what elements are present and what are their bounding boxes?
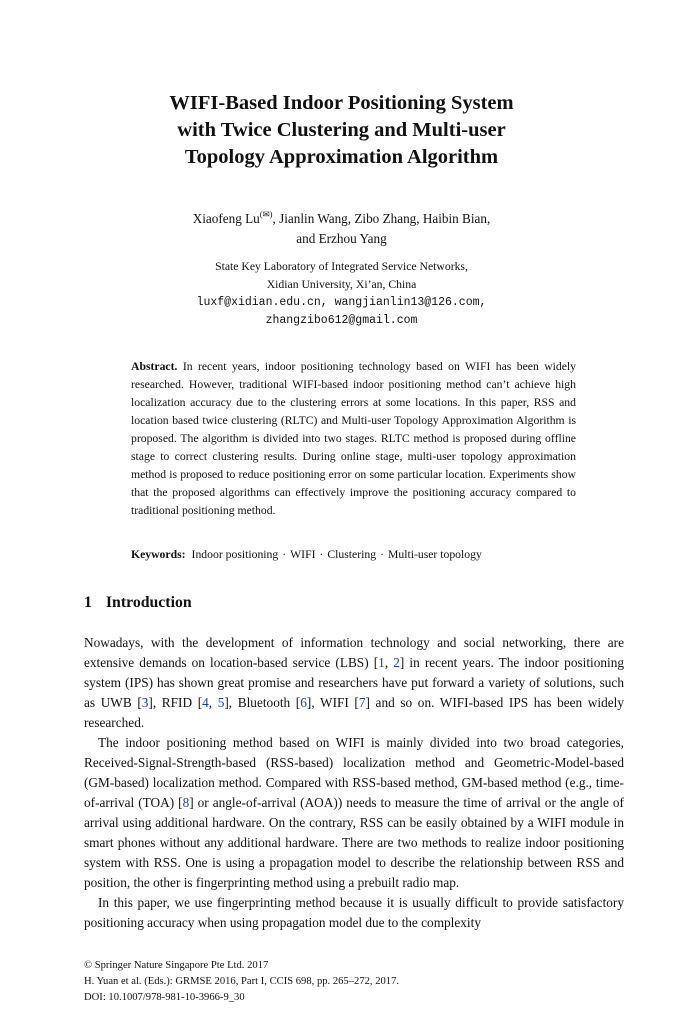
text-run: , <box>384 655 394 670</box>
paragraph: In this paper, we use fingerprinting method because it is usually difficult to provide satisfactory positioning accuracy when using propagation model due to the complexity <box>84 895 624 930</box>
footer-line: © Springer Nature Singapore Pte Ltd. 2017 <box>84 960 269 971</box>
title-line: WIFI-Based Indoor Positioning System <box>169 92 514 114</box>
author-list <box>0 204 683 249</box>
author-line <box>0 204 683 229</box>
email-line[interactable]: luxf@xidian.edu.cn, wangjianlin13@126.com, <box>196 296 487 309</box>
citation-link[interactable]: 2 <box>393 655 400 670</box>
text-run: ], Bluetooth [ <box>224 695 301 710</box>
keywords-label: Keywords: <box>131 548 186 561</box>
author-first: Xiaofeng Lu <box>192 211 260 226</box>
paragraph <box>84 733 624 893</box>
affiliation <box>0 258 683 330</box>
text-run: , <box>208 695 218 710</box>
title-line: Topology Approximation Algorithm <box>184 146 499 168</box>
abstract-text: In recent years, indoor positioning technology based on WIFI has been widely researched. However, traditional WIFI-based indoor positioning method can’t achieve high localization accuracy due to the clustering errors at some locations. In this paper, RSS and location based twice clustering (RLTC) and Multi-user Topology Approximation Algorithm is proposed. The algorithm is divided into two stages. RLTC method is proposed during offline stage to correct clustering results. During online stage, multi-user topology approximation method is proposed to reduce positioning error on some particular location. Experiments show that the proposed algorithms can effectively improve the positioning accuracy compared to traditional positioning method. <box>131 360 577 517</box>
keyword: Multi-user topology <box>387 548 482 561</box>
affiliation-line: State Key Laboratory of Integrated Service Networks, <box>215 260 468 273</box>
keyword: Clustering <box>327 548 377 561</box>
keyword-separator: · <box>319 548 324 561</box>
citation-link[interactable]: 8 <box>182 795 190 810</box>
title-line: with Twice Clustering and Multi-user <box>177 119 506 141</box>
author-line: and Erzhou Yang <box>296 231 387 246</box>
keyword: Indoor positioning <box>191 548 279 561</box>
paragraph <box>84 633 624 733</box>
text-run: Nowadays, with the development of information technology and social networking, there are extensive demands on location-based service (LBS) [ <box>84 635 624 670</box>
section-number: 1 <box>84 594 92 611</box>
author-rest: , Jianlin Wang, Zibo Zhang, Haibin Bian, <box>272 211 491 226</box>
section-heading <box>84 594 192 612</box>
corresponding-author-icon: (✉) <box>259 209 273 219</box>
keyword: WIFI <box>290 548 316 561</box>
citation-link[interactable]: 4 <box>202 695 209 710</box>
affiliation-line: Xidian University, Xi’an, China <box>266 278 417 291</box>
section-title: Introduction <box>105 594 192 611</box>
paper-title <box>0 90 683 171</box>
keywords <box>131 546 591 564</box>
keyword-separator: · <box>380 548 384 561</box>
text-run: ] in recent years. The indoor positioning system (IPS) has shown great promise and researchers have put forward a variety of solutions, such as UWB [ <box>84 655 625 710</box>
abstract <box>131 358 576 520</box>
text-run: ], RFID [ <box>148 695 203 710</box>
abstract-label: Abstract. <box>131 360 178 373</box>
footer-line: H. Yuan et al. (Eds.): GRMSE 2016, Part I, CCIS 698, pp. 265–272, 2017. <box>84 976 400 987</box>
copyright-footer <box>84 958 624 1006</box>
citation-link[interactable]: 3 <box>141 695 149 710</box>
citation-link[interactable]: 1 <box>378 655 385 670</box>
email-line[interactable]: zhangzibo612@gmail.com <box>265 314 418 327</box>
text-run: ] or angle-of-arrival (AOA)) needs to measure the time of arrival or the angle of arrival using additional hardware. On the contrary, RSS can be easily obtained by a WIFI module in smart phones without any additional hardware. There are two methods to realize indoor positioning system with RSS. One is using a propagation model to describe the relationship between RSS and position, the other is fingerprinting method using a prebuilt radio map. <box>84 795 624 890</box>
citation-link[interactable]: 6 <box>300 695 307 710</box>
citation-link[interactable]: 7 <box>358 695 366 710</box>
citation-link[interactable]: 5 <box>217 695 225 710</box>
text-run: The indoor positioning method based on WIFI is mainly divided into two broad categories, Received-Signal-Strength-based (RSS-based) localization method and Geometric-Model-based (GM-based) localization method. Compared with RSS-based method, GM-based method (e.g., time-of-arrival (TOA) [ <box>84 735 624 810</box>
keyword-separator: · <box>282 548 287 561</box>
footer-line: DOI: 10.1007/978-981-10-3966-9_30 <box>84 992 245 1003</box>
text-run: ] and so on. WIFI-based IPS has been widely researched. <box>84 695 624 730</box>
text-run: ], WIFI [ <box>306 695 359 710</box>
body-text <box>84 633 624 933</box>
